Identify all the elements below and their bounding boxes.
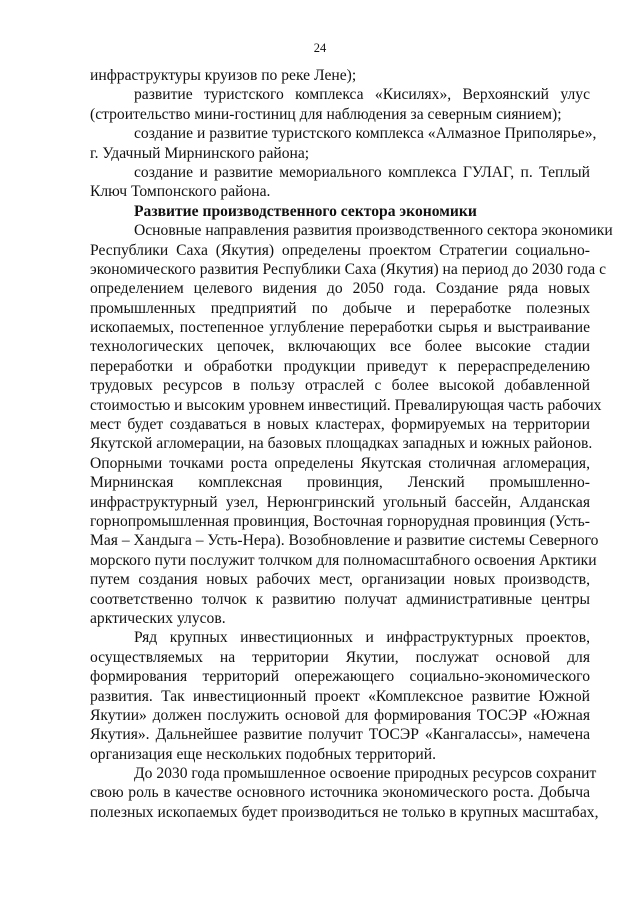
text-line: Ключ Томпонского района.: [90, 183, 271, 201]
text-line: стоимостью и высоким уровнем инвестиций. Превалирующая часть рабочих: [90, 396, 602, 414]
text-line: определением целевого видения до 2050 года. Создание ряда новых: [90, 280, 590, 298]
text-line: организация еще нескольких подобных территорий.: [90, 745, 436, 763]
text-line: создание и развитие туристского комплекса «Алмазное Приполярье»,: [134, 125, 597, 143]
text-line: технологических цепочек, включающих все более высокие стадии: [90, 338, 590, 356]
text-line: Опорными точками роста определены Якутская столичная агломерация,: [90, 454, 590, 472]
text-line: свою роль в качестве основного источника экономического роста. Добыча: [90, 784, 590, 802]
text-line: Якутия». Дальнейшее развитие получит ТОСЭР «Кангалассы», намечена: [90, 726, 590, 744]
text-line: ископаемых, постепенное углубление переработки сырья и выстраивание: [90, 319, 590, 337]
text-line: морского пути послужит толчком для полномасштабного освоения Арктики: [90, 551, 597, 569]
text-line: Якутской агломерации, на базовых площадках западных и южных районов.: [90, 435, 593, 453]
text-line: Мая – Хандыга – Усть-Нера). Возобновление и развитие системы Северного: [90, 532, 599, 550]
text-line: арктических улусов.: [90, 609, 226, 627]
text-line: инфраструктуры круизов по реке Лене);: [90, 67, 357, 84]
page-number: 24: [313, 41, 327, 55]
text-line: Якутии» должен послужить основой для формирования ТОСЭР «Южная: [90, 706, 590, 724]
text-line: Ряд крупных инвестиционных и инфраструктурных проектов,: [134, 629, 590, 647]
text-line: горнопромышленная провинция, Восточная горнорудная провинция (Усть-: [90, 512, 590, 530]
text-line: переработки и обработки продукции приведут к перераспределению: [90, 357, 590, 375]
text-line: полезных ископаемых будет производиться не только в крупных масштабах,: [90, 803, 599, 821]
text-line: Мирнинская комплексная провинция, Ленский промышленно-: [90, 474, 590, 492]
text-line: осуществляемых на территории Якутии, послужат основой для: [90, 648, 590, 666]
text-line: промышленных предприятий по добыче и переработке полезных: [90, 299, 590, 317]
text-line: трудовых ресурсов в пользу отраслей с более высокой добавленной: [90, 377, 590, 395]
text-line: инфраструктурный узел, Нерюнгринский угольный бассейн, Алданская: [90, 493, 590, 511]
body-text: [90, 66, 613, 822]
text-line: соответственно толчок к развитию получат административные центры: [90, 590, 590, 608]
section-heading: Развитие производственного сектора экономики: [134, 202, 477, 220]
text-line: создание и развитие мемориального комплекса ГУЛАГ, п. Теплый: [134, 163, 590, 181]
text-line: мест будет создаваться в новых кластерах, формируемых на территории: [90, 416, 590, 434]
text-line: (строительство мини-гостиниц для наблюдения за северным сиянием);: [90, 105, 562, 123]
text-line: Основные направления развития производственного сектора экономики: [134, 222, 613, 240]
text-line: экономического развития Республики Саха (Якутия) на период до 2030 года с: [90, 260, 607, 278]
text-line: развития. Так инвестиционный проект «Комплексное развитие Южной: [90, 687, 590, 705]
text-line: г. Удачный Мирнинского района;: [90, 144, 310, 162]
text-line: путем создания новых рабочих мест, организации новых производств,: [90, 571, 590, 589]
text-line: Республики Саха (Якутия) определены проектом Стратегии социально-: [90, 241, 590, 259]
text-line: До 2030 года промышленное освоение природных ресурсов сохранит: [134, 765, 597, 783]
text-line: развитие туристского комплекса «Кисилях», Верхоянский улус: [134, 86, 590, 104]
text-line: формирования территорий опережающего социально-экономического: [90, 668, 590, 686]
